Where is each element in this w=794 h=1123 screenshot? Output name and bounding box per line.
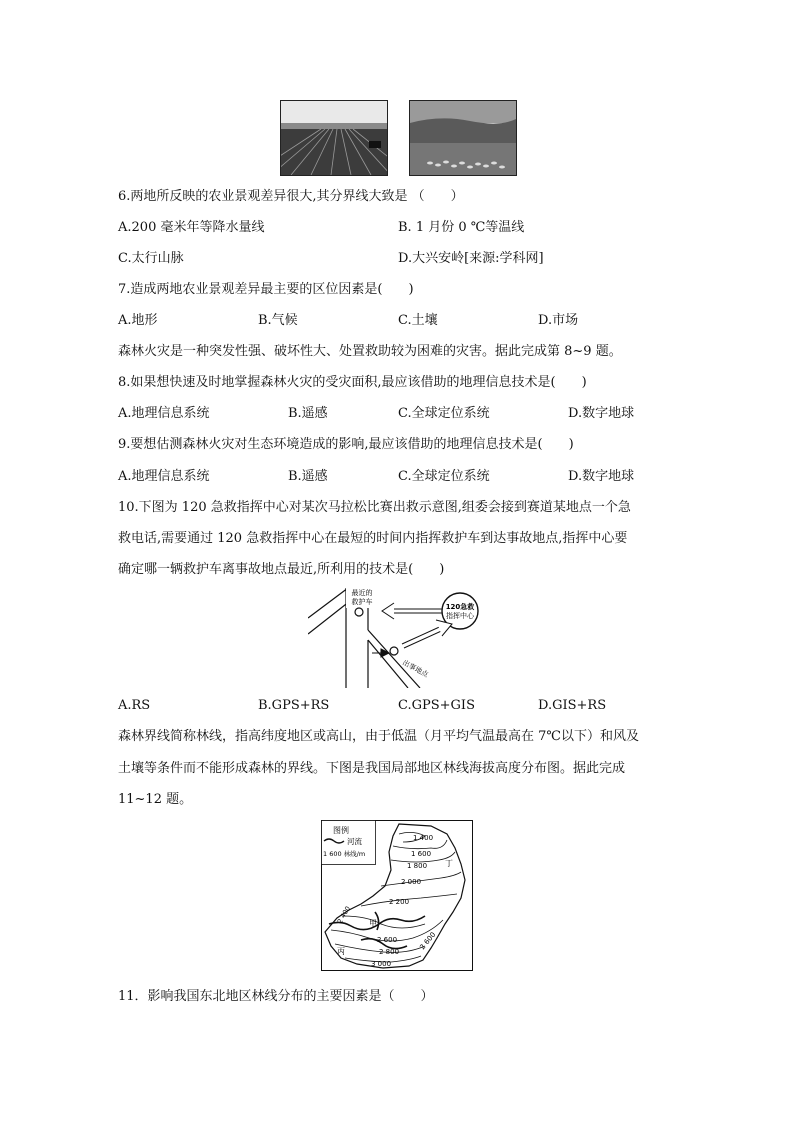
q8-stem: 8.如果想快速及时地掌握森林火灾的受灾面积,最应该借助的地理信息技术是( ) — [118, 375, 587, 390]
q10-stem-line-2: 救电话,需要通过 120 急救指挥中心在最短的时间内指挥救护车到达事故地点,指挥中心要 — [118, 531, 628, 546]
intro-11-12-line-3: 11~12 题。 — [118, 792, 193, 807]
q8-option-d[interactable]: D.数字地球 — [568, 406, 635, 421]
q9-option-a[interactable]: A.地理信息系统 — [118, 469, 210, 484]
q11-stem: 11．影响我国东北地区林线分布的主要因素是（ ） — [118, 989, 434, 1004]
q6-option-d[interactable]: D.大兴安岭[来源:学科网] — [398, 251, 544, 266]
intro-8-9: 森林火灾是一种突发性强、破坏性大、处置救助较为困难的灾害。据此完成第 8~9 题。 — [118, 344, 622, 359]
signal-arrow-to-accident — [402, 620, 452, 648]
treeline-label-2200: 2 200 — [389, 898, 410, 906]
accident-label: 出事地点 — [401, 658, 430, 679]
ambulance-label-2: 救护车 — [351, 598, 373, 606]
q7-option-d[interactable]: D.市场 — [538, 313, 579, 328]
treeline-label-2600b: 2 600 — [418, 930, 438, 952]
legend-title: 图例 — [333, 826, 349, 835]
farmland-photo — [280, 100, 388, 176]
q10-stem-line-1: 10.下图为 120 急救指挥中心对某次马拉松比赛出救示意图,组委会接到赛道某地点一个急 — [118, 500, 631, 515]
ambulance-dispatch-diagram — [308, 584, 488, 688]
q6-option-c[interactable]: C.太行山脉 — [118, 251, 184, 266]
region-label-bing: 丙 — [337, 947, 345, 956]
legend-treeline-label: 1 600 林线/m — [323, 850, 366, 858]
q8-option-b[interactable]: B.遥感 — [288, 406, 328, 421]
signal-arrow-to-ambulance — [382, 603, 442, 619]
region-label-jia: 甲 — [369, 919, 377, 928]
q6-option-b[interactable]: B. 1 月份 0 ℃等温线 — [398, 220, 525, 235]
q6-option-a[interactable]: A.200 毫米年等降水量线 — [118, 220, 265, 235]
q8-option-c[interactable]: C.全球定位系统 — [398, 406, 490, 421]
q7-option-c[interactable]: C.土壤 — [398, 313, 438, 328]
road-edge — [308, 588, 348, 618]
q9-stem: 9.要想估测森林火灾对生态环境造成的影响,最应该借助的地理信息技术是( ) — [118, 437, 574, 452]
center-label-2: 指挥中心 — [446, 612, 474, 620]
q10-option-d[interactable]: D.GIS+RS — [538, 698, 607, 713]
treeline-label-2400: 2 400 — [335, 904, 353, 925]
q7-option-b[interactable]: B.气候 — [258, 313, 298, 328]
q9-option-d[interactable]: D.数字地球 — [568, 469, 635, 484]
nearest-ambulance-marker — [355, 608, 363, 616]
q6-stem: 6.两地所反映的农业景观差异很大,其分界线大致是 （ ） — [118, 189, 464, 204]
treeline-label-1400: 1 400 — [413, 834, 434, 842]
q9-option-c[interactable]: C.全球定位系统 — [398, 469, 490, 484]
region-label-ding: 丁 — [445, 859, 453, 868]
accident-site-marker — [390, 647, 398, 655]
treeline-label-2600a: 2 600 — [377, 936, 398, 944]
road-edge — [368, 630, 420, 688]
grassland-photo — [409, 100, 517, 176]
treeline-label-2800: 2 800 — [379, 948, 400, 956]
q7-option-a[interactable]: A.地形 — [118, 313, 158, 328]
treeline-label-1800: 1 800 — [407, 862, 428, 870]
treeline-label-2000: 2 000 — [401, 878, 422, 886]
q10-stem-line-3: 确定哪一辆救护车离事故地点最近,所利用的技术是( ) — [118, 562, 445, 577]
ambulance-label-1: 最近的 — [351, 589, 373, 597]
intro-11-12-line-2: 土壤等条件而不能形成森林的界线。下图是我国局部地区林线海拔高度分布图。据此完成 — [118, 761, 626, 776]
treeline-label-3000: 3 000 — [371, 960, 392, 968]
q7-stem: 7.造成两地农业景观差异最主要的区位因素是( ) — [118, 282, 414, 297]
q10-option-a[interactable]: A.RS — [118, 698, 151, 713]
q10-option-c[interactable]: C.GPS+GIS — [398, 698, 475, 713]
treeline-label-1600: 1 600 — [411, 850, 432, 858]
treeline-elevation-map — [321, 820, 473, 972]
center-label-1: 120急救 — [445, 603, 475, 611]
q9-option-b[interactable]: B.遥感 — [288, 469, 328, 484]
q8-option-a[interactable]: A.地理信息系统 — [118, 406, 210, 421]
legend-river-label: 河流 — [347, 837, 362, 846]
intro-11-12-line-1: 森林界线简称林线，指高纬度地区或高山，由于低温（月平均气温最高在 7℃以下）和风及 — [118, 729, 639, 744]
q10-option-b[interactable]: B.GPS+RS — [258, 698, 330, 713]
